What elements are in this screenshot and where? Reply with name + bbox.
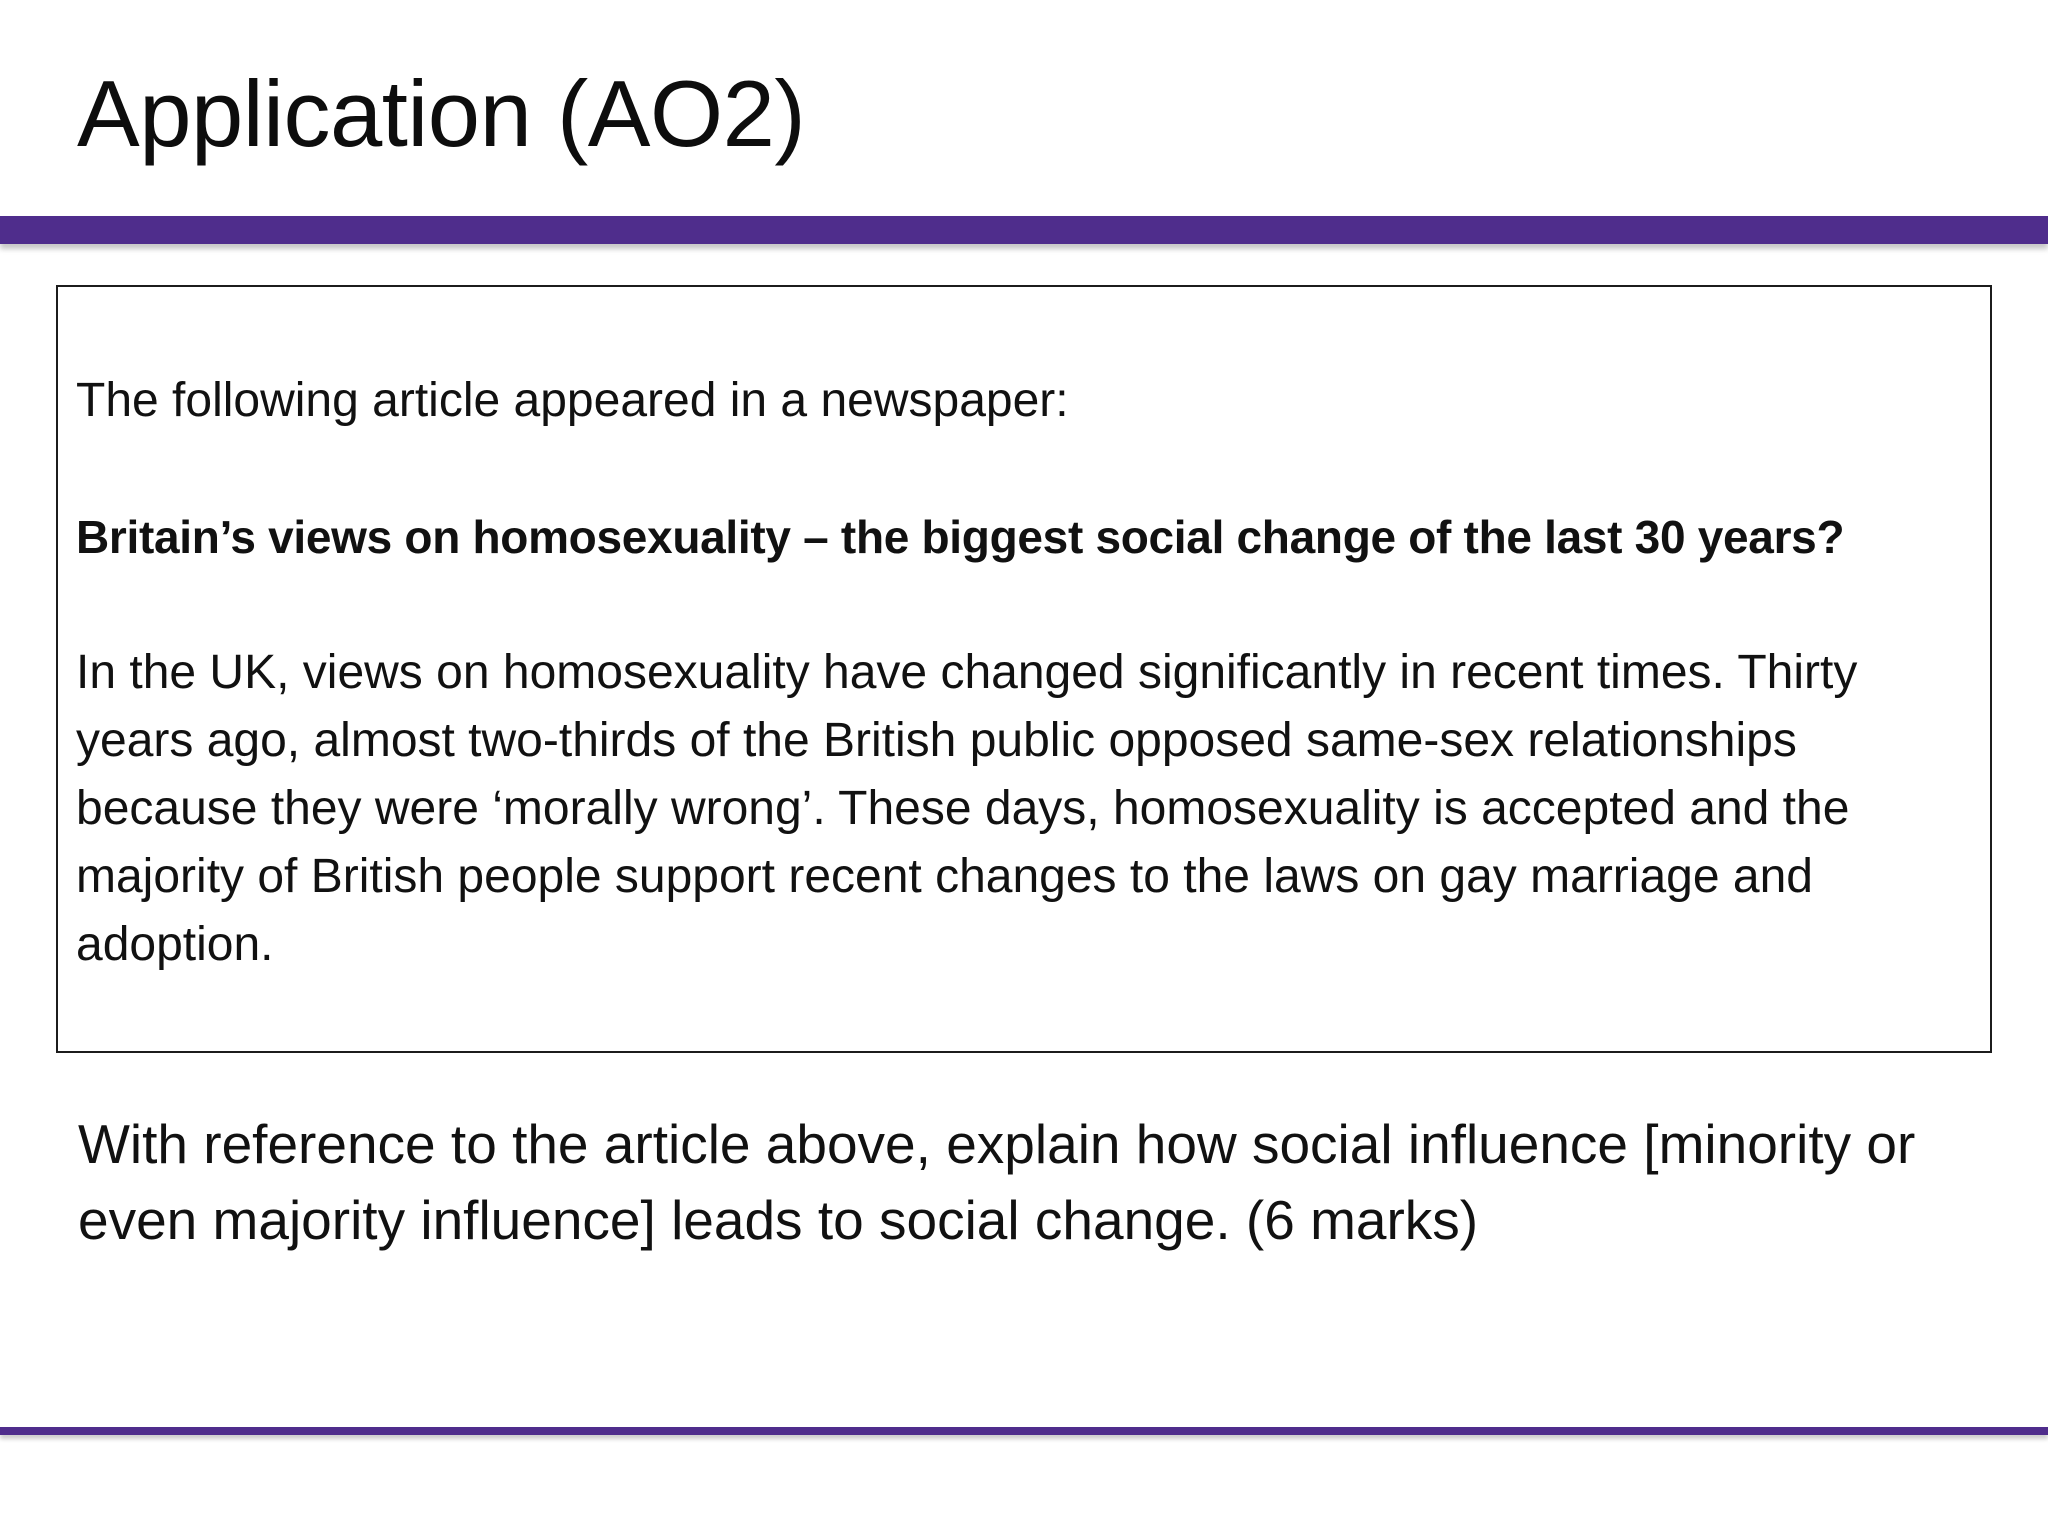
- slide-title: Application (AO2): [77, 61, 806, 166]
- article-box: [56, 285, 1992, 1053]
- article-intro: The following article appeared in a newspaper:: [76, 374, 1069, 427]
- article-body: In the UK, views on homosexuality have changed significantly in recent times. Thirty years ago, almost two-thirds of the British public opposed same-sex relationships because they were ‘morally wrong’. These days, homosexuality is accepted and the majority of British people support recent changes to the laws on gay marriage and adoption.: [76, 646, 1858, 971]
- exam-question: With reference to the article above, explain how social influence [minority or even majority influence] leads to social change. (6 marks): [78, 1113, 1916, 1251]
- title-divider: [0, 216, 2048, 244]
- article-headline: Britain’s views on homosexuality – the biggest social change of the last 30 years?: [76, 511, 1845, 563]
- footer-divider: [0, 1427, 2048, 1435]
